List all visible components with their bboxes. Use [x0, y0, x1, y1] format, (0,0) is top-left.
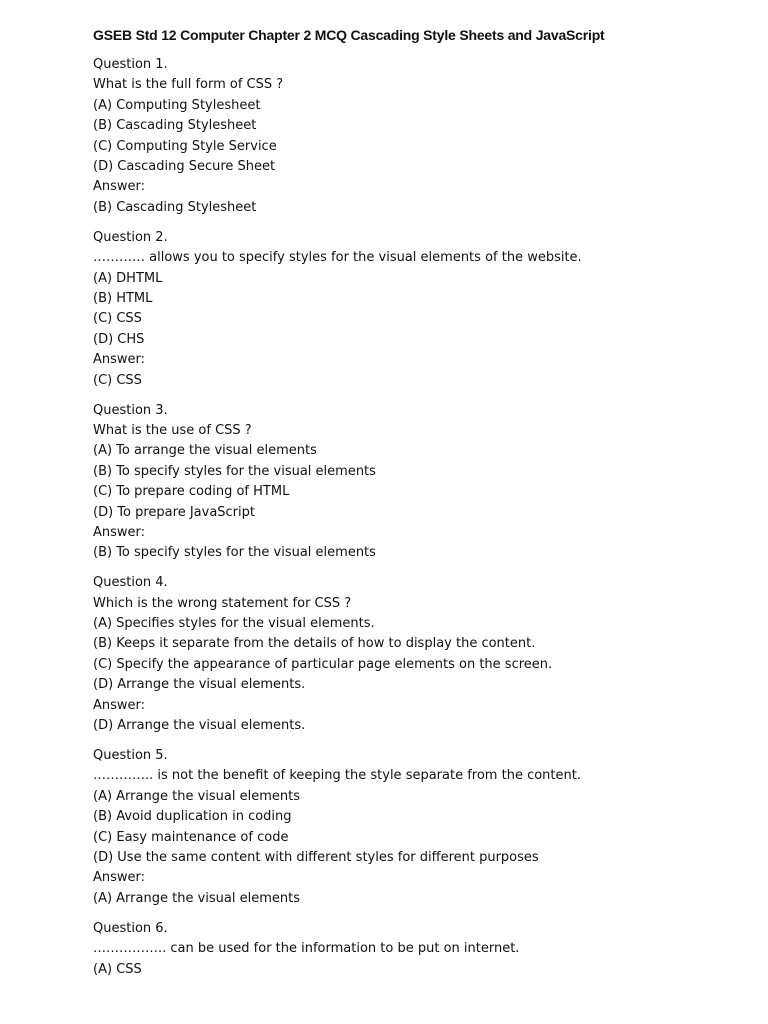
- option-a: (A) Arrange the visual elements: [93, 788, 300, 804]
- option-d: (D) To prepare JavaScript: [93, 504, 255, 520]
- document-title: GSEB Std 12 Computer Chapter 2 MCQ Cascading Style Sheets and JavaScript: [93, 27, 605, 43]
- question-1: [93, 55, 733, 218]
- question-3: [93, 401, 733, 564]
- option-c: (C) Computing Style Service: [93, 138, 277, 154]
- option-a: (A) Specifies styles for the visual elements.: [93, 616, 375, 632]
- question-label: Question 3.: [93, 402, 168, 418]
- option-c: (C) To prepare coding of HTML: [93, 484, 290, 500]
- option-c: (C) Easy maintenance of code: [93, 829, 289, 845]
- question-2: [93, 228, 733, 391]
- answer-text: (B) To specify styles for the visual elements: [93, 545, 376, 561]
- option-d: (D) Arrange the visual elements.: [93, 677, 306, 693]
- option-b: (B) To specify styles for the visual elements: [93, 463, 376, 479]
- answer-label: Answer:: [93, 870, 146, 886]
- option-c: (C) CSS: [93, 311, 142, 327]
- question-text: What is the use of CSS ?: [93, 422, 252, 438]
- question-text: ………….. is not the benefit of keeping the style separate from the content.: [93, 768, 581, 784]
- option-d: (D) Use the same content with different styles for different purposes: [93, 850, 539, 866]
- question-4: [93, 573, 733, 736]
- option-a: (A) Computing Stylesheet: [93, 97, 261, 113]
- option-b: (B) Keeps it separate from the details of how to display the content.: [93, 636, 536, 652]
- option-a: (A) DHTML: [93, 270, 163, 286]
- option-a: (A) To arrange the visual elements: [93, 443, 317, 459]
- option-b: (B) HTML: [93, 290, 153, 306]
- answer-label: Answer:: [93, 179, 146, 195]
- option-b: (B) Cascading Stylesheet: [93, 118, 257, 134]
- answer-text: (B) Cascading Stylesheet: [93, 199, 257, 215]
- question-6: [93, 919, 733, 980]
- question-label: Question 5.: [93, 748, 168, 763]
- answer-text: (A) Arrange the visual elements: [93, 890, 300, 906]
- option-d: (D) Cascading Secure Sheet: [93, 159, 276, 175]
- question-label: Question 2.: [93, 229, 168, 245]
- answer-label: Answer:: [93, 352, 146, 368]
- option-b: (B) Avoid duplication in coding: [93, 809, 292, 825]
- option-a: (A) CSS: [93, 961, 142, 977]
- question-text: What is the full form of CSS ?: [93, 77, 284, 93]
- answer-text: (D) Arrange the visual elements.: [93, 718, 306, 734]
- question-5: [93, 746, 733, 909]
- answer-label: Answer:: [93, 524, 146, 540]
- question-label: Question 6.: [93, 920, 168, 936]
- question-text: …………….. can be used for the information to be put on internet.: [93, 941, 520, 957]
- answer-text: (C) CSS: [93, 372, 142, 388]
- question-text: ………… allows you to specify styles for the visual elements of the website.: [93, 250, 582, 266]
- document-page: [93, 25, 733, 989]
- option-c: (C) Specify the appearance of particular page elements on the screen.: [93, 656, 553, 672]
- question-text: Which is the wrong statement for CSS ?: [93, 595, 352, 611]
- answer-label: Answer:: [93, 697, 146, 713]
- question-label: Question 4.: [93, 575, 168, 591]
- option-d: (D) CHS: [93, 331, 145, 347]
- question-label: Question 1.: [93, 57, 168, 72]
